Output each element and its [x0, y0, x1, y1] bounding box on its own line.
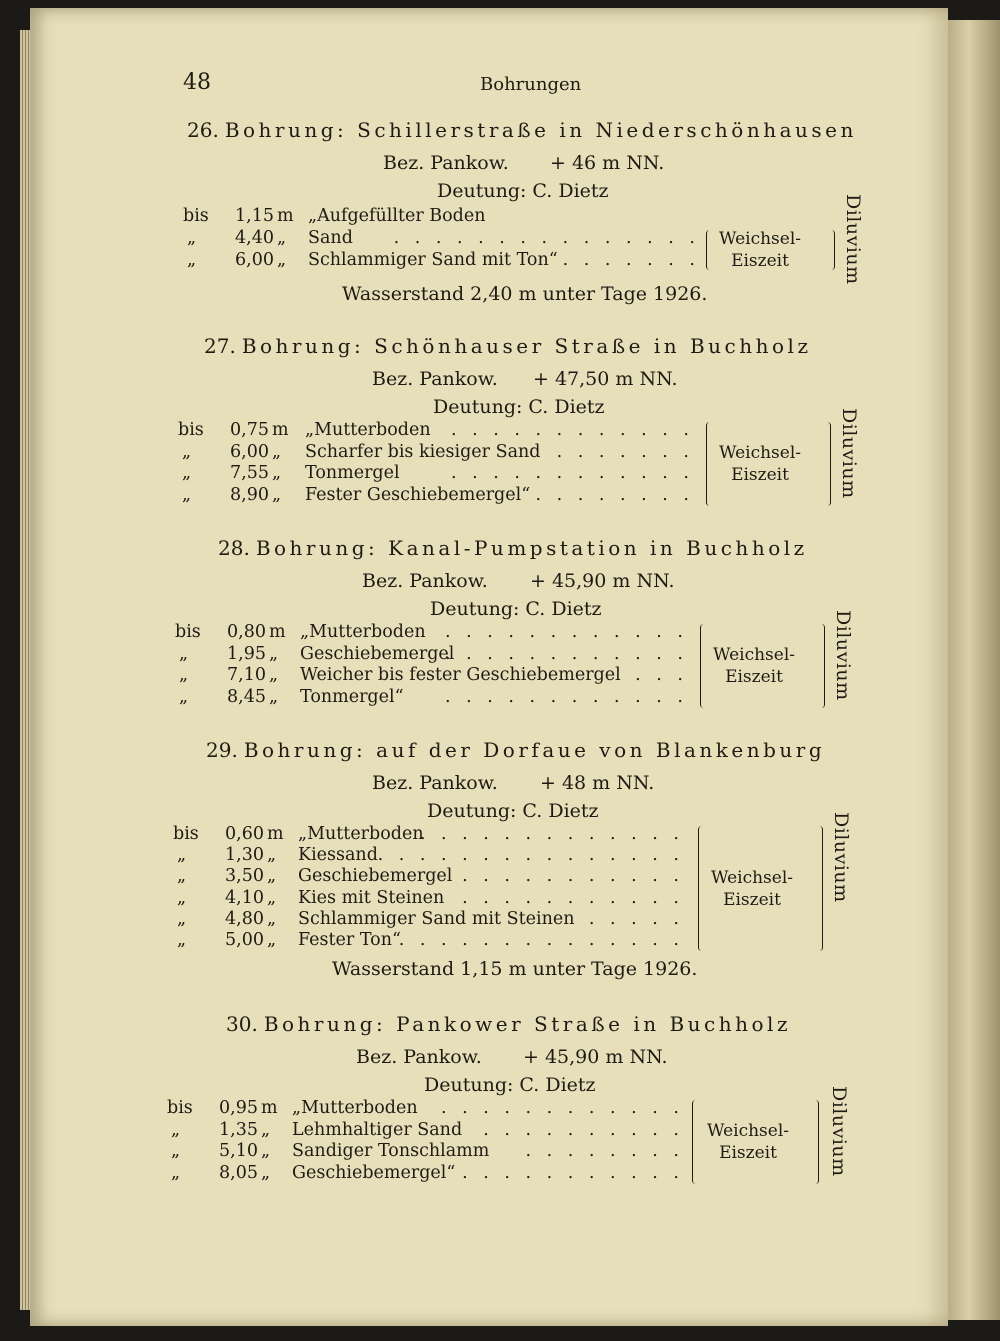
epoch-label: Diluvium — [838, 408, 860, 499]
interpretation-label: Deutung: C. Dietz — [430, 598, 602, 620]
leader-dots: . . . . . . . . . . . . . . . — [377, 845, 684, 866]
stratigraphy-line-2: Eiszeit — [725, 667, 783, 687]
depth-value: 7,10 — [227, 665, 266, 685]
depth-prefix: „ — [177, 887, 187, 908]
depth-prefix: bis — [183, 206, 209, 226]
depth-value: 8,45 — [227, 686, 266, 707]
layer-description: Tonmergel — [305, 463, 400, 483]
leader-dots: . . . . . . . . . . . . — [445, 622, 688, 642]
depth-prefix: „ — [179, 643, 189, 664]
elevation-label: + 47,50 m NN. — [533, 368, 678, 390]
depth-value: 5,10 — [219, 1141, 258, 1161]
depth-prefix: „ — [187, 250, 197, 270]
depth-unit: „ — [267, 866, 277, 887]
depth-prefix: „ — [177, 908, 187, 929]
leader-dots: . . . . . . . . . . . — [462, 1162, 684, 1183]
leader-dots: . . . . . . . . . . — [483, 1119, 684, 1140]
depth-value: 3,50 — [225, 866, 264, 887]
layer-description: „Aufgefüllter Boden — [308, 206, 486, 226]
layer-description: Kies mit Steinen — [298, 887, 445, 908]
depth-value: 1,15 — [235, 206, 274, 226]
depth-unit: „ — [277, 228, 287, 248]
depth-unit: „ — [277, 250, 287, 270]
borehole-heading — [218, 536, 808, 560]
leader-dots: . . . . . . . . . . . . . . . — [393, 228, 700, 248]
depth-unit: „ — [261, 1141, 271, 1161]
leader-dots: . . . . . . . . . . . . — [451, 420, 694, 440]
layer-description: Geschiebemergel — [300, 643, 455, 664]
depth-unit: m — [269, 622, 286, 642]
stratigraphy-line-1: Weichsel- — [706, 1121, 790, 1141]
epoch-label: Diluvium — [828, 1086, 850, 1177]
depth-prefix: „ — [171, 1162, 181, 1183]
leader-dots: . . . . . . . . . . . — [462, 866, 684, 887]
elevation-label: + 45,90 m NN. — [530, 570, 675, 592]
layer-description: Lehmhaltiger Sand — [292, 1119, 463, 1140]
depth-prefix: „ — [182, 463, 192, 483]
stratigraphy-line-2: Eiszeit — [719, 1143, 777, 1163]
depth-unit: m — [267, 824, 284, 844]
borehole-heading — [226, 1012, 791, 1036]
depth-prefix: „ — [177, 866, 187, 887]
stratigraphy-line-2: Eiszeit — [731, 465, 789, 485]
stratigraphy-line-2: Eiszeit — [731, 251, 789, 271]
leader-dots: . . . . . . . . — [535, 484, 694, 505]
epoch-label: Diluvium — [832, 610, 854, 701]
depth-value: 0,60 — [225, 824, 264, 844]
layer-description: Geschiebemergel“ — [292, 1162, 456, 1183]
stratigraphy-line-1: Weichsel- — [718, 229, 802, 249]
elevation-label: + 48 m NN. — [540, 772, 655, 794]
depth-prefix: „ — [171, 1119, 181, 1140]
stratigraphy-brace — [692, 1100, 699, 1184]
depth-value: 1,95 — [227, 643, 266, 664]
district-label: Bez. Pankow. — [383, 152, 509, 174]
leader-dots: . . . . . . . . . . . . — [451, 463, 694, 483]
depth-prefix: „ — [187, 228, 197, 248]
depth-value: 0,80 — [227, 622, 266, 642]
leader-dots: . . . . . . . . . . . . . . — [398, 930, 684, 950]
depth-prefix: „ — [179, 686, 189, 707]
depth-value: 0,75 — [230, 420, 269, 440]
layer-description: „Mutterboden — [305, 420, 431, 440]
depth-prefix: bis — [175, 622, 201, 642]
stratigraphy-label — [712, 228, 808, 272]
depth-unit: „ — [261, 1119, 271, 1140]
borehole-heading — [204, 334, 812, 358]
water-level-note: Wasserstand 2,40 m unter Tage 1926. — [342, 283, 708, 305]
borehole-number: 27. — [204, 334, 236, 358]
stratigraphy-label — [706, 644, 802, 688]
depth-value: 1,30 — [225, 845, 264, 866]
district-label: Bez. Pankow. — [362, 570, 488, 592]
layer-row — [0, 930, 1000, 952]
epoch-brace — [828, 230, 835, 270]
layer-description: Sandiger Tonschlamm — [292, 1141, 490, 1161]
depth-unit: „ — [269, 643, 279, 664]
depth-prefix: „ — [171, 1141, 181, 1161]
stratigraphy-label — [700, 1120, 796, 1164]
depth-prefix: bis — [167, 1098, 193, 1118]
layer-description: „Mutterboden — [292, 1098, 418, 1118]
epoch-brace — [818, 624, 825, 708]
stratigraphy-line-1: Weichsel- — [718, 443, 802, 463]
borehole-heading — [187, 118, 857, 142]
epoch-label: Diluvium — [830, 812, 852, 903]
running-title: Bohrungen — [480, 74, 582, 95]
depth-value: 8,05 — [219, 1162, 258, 1183]
epoch-brace — [812, 1100, 819, 1184]
depth-unit: m — [272, 420, 289, 440]
page-number: 48 — [183, 70, 211, 95]
stratigraphy-label — [704, 867, 800, 911]
depth-unit: m — [277, 206, 294, 226]
depth-unit: „ — [267, 845, 277, 866]
layer-description: Tonmergel“ — [300, 686, 404, 707]
leader-dots: . . . — [635, 665, 688, 685]
leader-dots: . . . . . . . . — [525, 1141, 684, 1161]
layer-description: Kiessand — [298, 845, 378, 866]
depth-value: 6,00 — [230, 441, 269, 462]
elevation-label: + 45,90 m NN. — [523, 1046, 668, 1068]
stratigraphy-line-1: Weichsel- — [712, 645, 796, 665]
layer-description: Fester Geschiebemergel“ — [305, 484, 531, 505]
layer-description: Fester Ton“ — [298, 930, 401, 950]
depth-value: 1,35 — [219, 1119, 258, 1140]
layer-description: Geschiebemergel — [298, 866, 453, 887]
interpretation-label: Deutung: C. Dietz — [437, 180, 609, 202]
leader-dots: . . . . . . . . . . . — [462, 887, 684, 908]
layer-description: Weicher bis fester Geschiebemergel — [300, 665, 621, 685]
borehole-title: Bohrung: Kanal-Pumpstation in Buchholz — [255, 536, 808, 560]
layer-row — [0, 909, 1000, 931]
elevation-label: + 46 m NN. — [550, 152, 665, 174]
stratigraphy-line-1: Weichsel- — [710, 867, 794, 888]
borehole-title: Bohrung: Schönhauser Straße in Buchholz — [241, 334, 812, 358]
depth-unit: „ — [267, 930, 277, 950]
layer-description: „Mutterboden — [298, 824, 424, 844]
leader-dots: . . . . . . . — [562, 250, 700, 270]
depth-prefix: bis — [173, 824, 199, 844]
layer-row — [0, 1141, 1000, 1163]
depth-unit: „ — [272, 484, 282, 505]
depth-value: 4,80 — [225, 908, 264, 929]
layer-description: Scharfer bis kiesiger Sand — [305, 441, 541, 462]
depth-unit: „ — [269, 686, 279, 707]
epoch-label: Diluvium — [842, 194, 864, 285]
borehole-title: Bohrung: auf der Dorfaue von Blankenburg — [243, 738, 826, 762]
leader-dots: . . . . . . . . . . . . — [445, 686, 688, 707]
layer-description: Schlammiger Sand mit Steinen — [298, 908, 575, 929]
depth-prefix: bis — [178, 420, 204, 440]
depth-value: 6,00 — [235, 250, 274, 270]
leader-dots: . . . . . . . . . . . . — [441, 1098, 684, 1118]
depth-unit: „ — [267, 887, 277, 908]
borehole-number: 30. — [226, 1012, 258, 1036]
depth-prefix: „ — [182, 484, 192, 505]
depth-value: 5,00 — [225, 930, 264, 950]
depth-unit: m — [261, 1098, 278, 1118]
borehole-number: 29. — [206, 738, 238, 762]
leader-dots: . . . . . . . . . . . . — [445, 643, 688, 664]
layer-description: Schlammiger Sand mit Ton“ — [308, 250, 558, 270]
epoch-brace — [816, 826, 823, 951]
district-label: Bez. Pankow. — [372, 368, 498, 390]
depth-unit: „ — [267, 908, 277, 929]
depth-value: 7,55 — [230, 463, 269, 483]
epoch-brace — [824, 422, 831, 506]
layer-description: „Mutterboden — [300, 622, 426, 642]
depth-value: 0,95 — [219, 1098, 258, 1118]
stratigraphy-label — [712, 442, 808, 486]
borehole-number: 26. — [187, 118, 219, 142]
leader-dots: . . . . . . . . . . . . . — [419, 824, 684, 844]
depth-prefix: „ — [179, 665, 189, 685]
district-label: Bez. Pankow. — [356, 1046, 482, 1068]
depth-unit: „ — [269, 665, 279, 685]
layer-row — [0, 1163, 1000, 1185]
borehole-number: 28. — [218, 536, 250, 560]
leader-dots: . . . . . . . — [556, 441, 694, 462]
depth-prefix: „ — [177, 845, 187, 866]
depth-unit: „ — [261, 1162, 271, 1183]
layer-row — [0, 1098, 1000, 1120]
depth-value: 4,10 — [225, 887, 264, 908]
interpretation-label: Deutung: C. Dietz — [427, 800, 599, 822]
interpretation-label: Deutung: C. Dietz — [424, 1074, 596, 1096]
borehole-title: Bohrung: Pankower Straße in Buchholz — [263, 1012, 791, 1036]
depth-value: 8,90 — [230, 484, 269, 505]
borehole-heading — [206, 738, 825, 762]
depth-prefix: „ — [182, 441, 192, 462]
depth-unit: „ — [272, 463, 282, 483]
borehole-title: Bohrung: Schillerstraße in Niederschönhausen — [224, 118, 857, 142]
district-label: Bez. Pankow. — [372, 772, 498, 794]
water-level-note: Wasserstand 1,15 m unter Tage 1926. — [332, 958, 698, 980]
layer-description: Sand — [308, 228, 353, 248]
depth-prefix: „ — [177, 930, 187, 950]
leader-dots: . . . . . — [588, 908, 684, 929]
stratigraphy-line-2: Eiszeit — [723, 889, 781, 910]
depth-value: 4,40 — [235, 228, 274, 248]
interpretation-label: Deutung: C. Dietz — [433, 396, 605, 418]
depth-unit: „ — [272, 441, 282, 462]
layer-row — [0, 1120, 1000, 1142]
